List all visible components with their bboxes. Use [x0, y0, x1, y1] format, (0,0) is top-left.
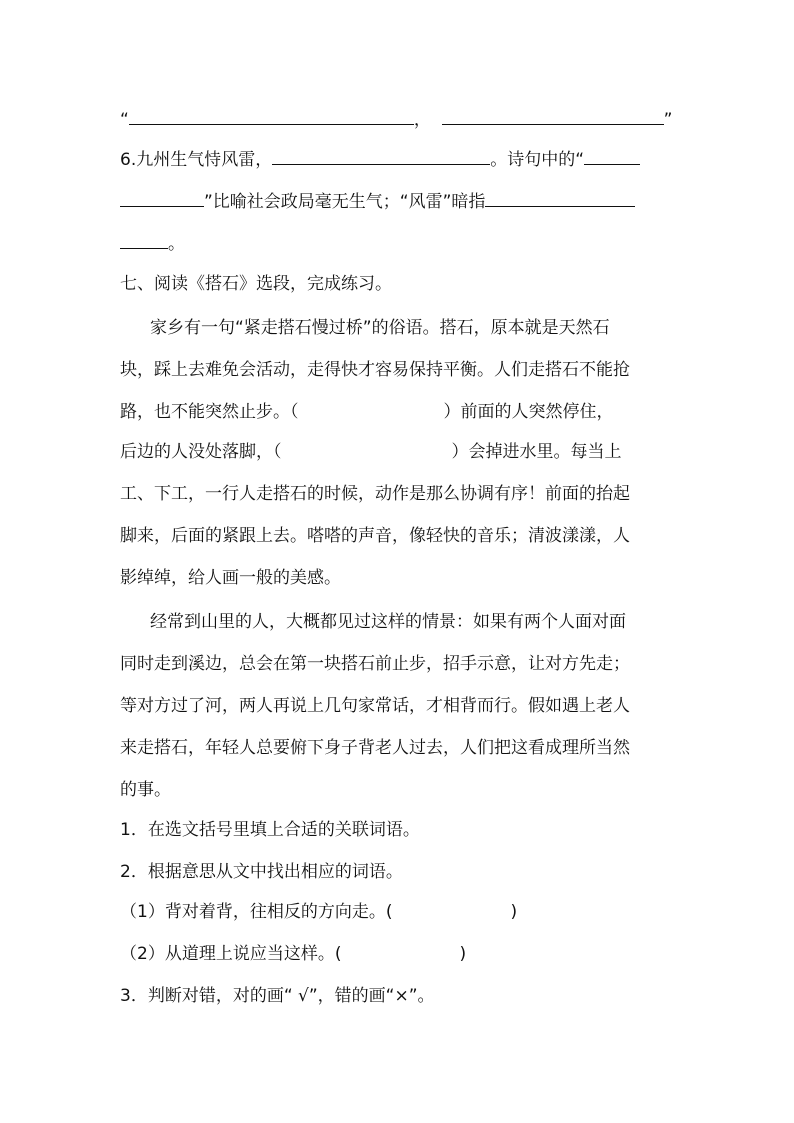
- passage-line: 来走搭石，年轻人总要俯下身子背老人过去，人们把这看成理所当然: [120, 738, 630, 758]
- question-2-2-text: （2）从道理上说应当这样。(: [120, 944, 342, 964]
- question-2-2: [120, 942, 680, 966]
- answer-blank[interactable]: [272, 148, 490, 165]
- passage-line: [120, 440, 680, 464]
- question-6-text: 。诗句中的“: [490, 150, 585, 170]
- close-paren: ): [510, 902, 518, 922]
- question-2: 2．根据意思从文中找出相应的词语。: [120, 862, 403, 882]
- question-3: 3．判断对错，对的画“ √”，错的画“×”。: [120, 986, 435, 1006]
- passage-line: 脚来，后面的紧跟上去。嗒嗒的声音，像轻快的音乐；清波漾漾，人: [120, 526, 630, 546]
- question-1: 1．在选文括号里填上合适的关联词语。: [120, 820, 420, 840]
- section-7-heading: 七、阅读《搭石》选段，完成练习。: [120, 274, 392, 294]
- answer-blank[interactable]: [120, 190, 204, 207]
- answer-blank[interactable]: [485, 190, 635, 207]
- comma: ，: [413, 110, 431, 130]
- passage-line: 的事。: [120, 780, 171, 800]
- close-quote: ”: [663, 110, 673, 130]
- question-2-1-text: （1）背对着背，往相反的方向走。(: [120, 902, 393, 922]
- passage-line: 影绰绰，给人画一般的美感。: [120, 568, 341, 588]
- passage-text: 路，也不能突然止步。（: [120, 402, 299, 422]
- close-paren: ): [459, 944, 467, 964]
- answer-blank[interactable]: [120, 232, 168, 249]
- question-6-text: ”比喻社会政局毫无生气；“风雷”暗指: [204, 192, 486, 212]
- passage-line: 等对方过了河，两人再说上几句家常话，才相背而行。假如遇上老人: [120, 696, 630, 716]
- answer-blank[interactable]: [129, 108, 414, 125]
- passage-text: ）前面的人突然停住，: [443, 402, 614, 422]
- open-quote: “: [120, 110, 129, 130]
- question-6-text: 6.九州生气恃风雷，: [120, 150, 273, 170]
- passage-text: ）会掉进水里。每当上: [451, 442, 622, 462]
- question-6-line-2: [120, 190, 680, 214]
- q5-answer-line: [120, 108, 680, 132]
- question-6-line-3: [120, 232, 680, 256]
- passage-line: 经常到山里的人，大概都见过这样的情景：如果有两个人面对面: [150, 612, 626, 632]
- passage-line: 工、下工，一行人走搭石的时候，动作是那么协调有序！前面的抬起: [120, 484, 630, 504]
- passage-text: 后边的人没处落脚，（: [120, 442, 282, 462]
- passage-line: 块，踩上去难免会活动，走得快才容易保持平衡。人们走搭石不能抢: [120, 360, 630, 380]
- answer-blank[interactable]: [584, 148, 640, 165]
- passage-line: 家乡有一句“紧走搭石慢过桥”的俗语。搭石，原本就是天然石: [150, 318, 610, 338]
- question-6-text: 。: [168, 234, 185, 254]
- passage-line: [120, 400, 680, 424]
- answer-blank[interactable]: [442, 108, 664, 125]
- question-6-line-1: [120, 148, 680, 172]
- passage-line: 同时走到溪边，总会在第一块搭石前止步，招手示意，让对方先走；: [120, 654, 630, 674]
- question-2-1: [120, 900, 680, 924]
